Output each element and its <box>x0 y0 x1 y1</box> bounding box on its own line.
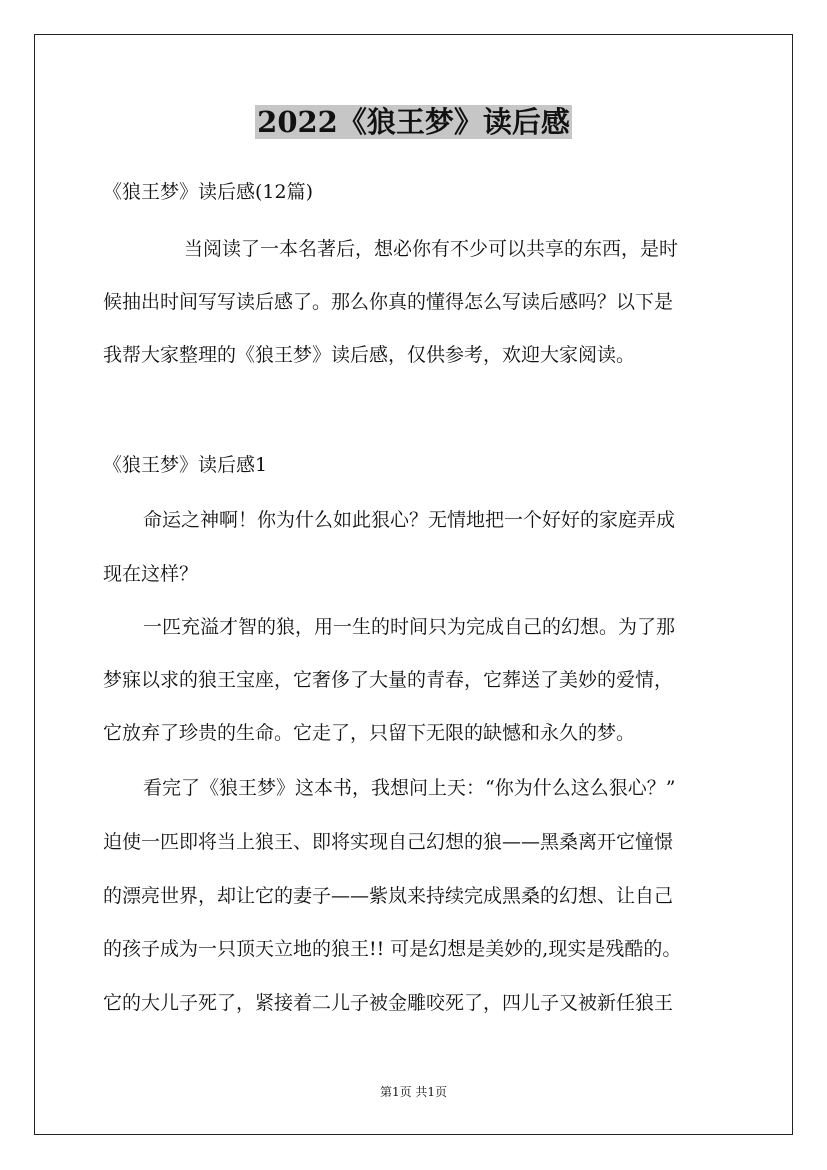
intro-line: 当阅读了一本名著后，想必你有不少可以共享的东西，是时 <box>184 238 679 260</box>
document-title <box>0 100 827 144</box>
body-line: 现在这样？ <box>103 563 199 585</box>
body-line: 它放弃了珍贵的生命。它走了，只留下无限的缺憾和永久的梦。 <box>103 722 636 744</box>
body-line: 的孩子成为一只顶天立地的狼王!! 可是幻想是美妙的,现实是残酷的。 <box>103 938 682 960</box>
body-line: 看完了《狼王梦》这本书，我想问上天：“你为什么这么狠心？” <box>143 777 676 799</box>
body-line: 的漂亮世界，却让它的妻子——紫岚来持续完成黑桑的幻想、让自己 <box>103 885 674 907</box>
body-line: 它的大儿子死了，紧接着二儿子被金雕咬死了，四儿子又被新任狼王 <box>103 992 674 1014</box>
intro-line: 候抽出时间写写读后感了。那么你真的懂得怎么写读后感吗？以下是 <box>103 291 674 313</box>
document-subtitle: 《狼王梦》读后感(12篇) <box>103 181 314 203</box>
body-line: 命运之神啊！你为什么如此狠心？无情地把一个好好的家庭弄成 <box>143 509 676 531</box>
section-heading: 《狼王梦》读后感1 <box>103 454 268 476</box>
document-title-text: 2022《狼王梦》读后感 <box>257 105 570 139</box>
body-line: 迫使一匹即将当上狼王、即将实现自己幻想的狼——黑桑离开它憧憬 <box>103 831 674 853</box>
intro-line: 我帮大家整理的《狼王梦》读后感，仅供参考，欢迎大家阅读。 <box>103 344 636 366</box>
page-footer: 第1页 共1页 <box>379 1085 448 1099</box>
body-line: 一匹充溢才智的狼，用一生的时间只为完成自己的幻想。为了那 <box>143 616 676 638</box>
body-line: 梦寐以求的狼王宝座，它奢侈了大量的青春，它葬送了美妙的爱情， <box>103 669 674 691</box>
